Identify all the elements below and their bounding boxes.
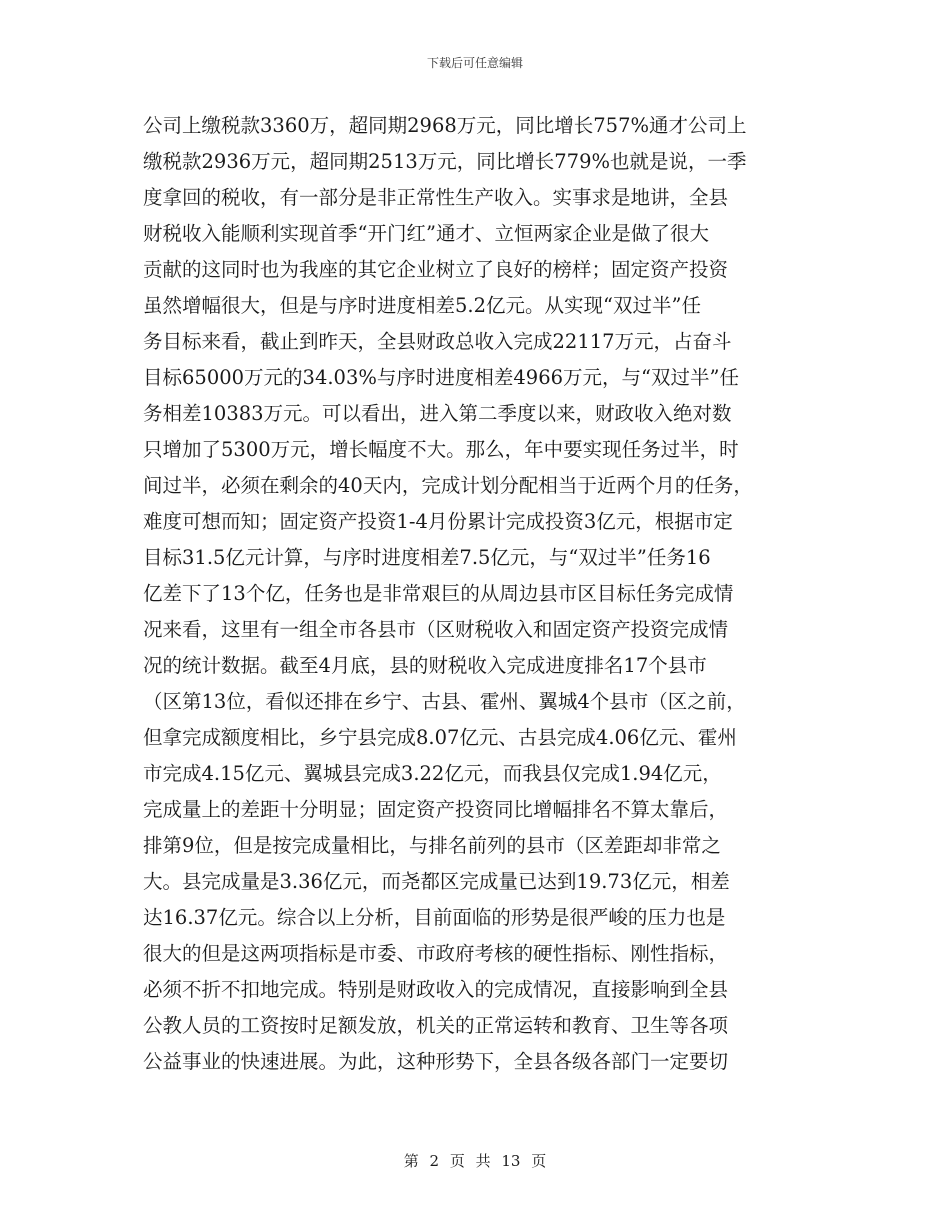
text-line: 只增加了5300万元，增长幅度不大。那么，年中要实现任务过半，时 <box>143 438 739 461</box>
text-line: 务相差10383万元。可以看出，进入第二季度以来，财政收入绝对数 <box>143 402 732 425</box>
text-line: 公教人员的工资按时足额发放，机关的正常运转和教育、卫生等各项 <box>143 1014 729 1037</box>
text-line: 亿差下了13个亿，任务也是非常艰巨的从周边县市区目标任务完成情 <box>143 582 734 605</box>
text-line: 市完成4.15亿元、翼城县完成3.22亿元，而我县仅完成1.94亿元， <box>143 762 722 785</box>
text-line: 排第9位，但是按完成量相比，与排名前列的县市（区差距却非常之 <box>143 834 721 857</box>
text-line: 目标31.5亿元计算，与序时进度相差7.5亿元，与“双过半”任务16 <box>143 546 711 569</box>
text-line: 财税收入能顺利实现首季“开门红”通才、立恒两家企业是做了很大 <box>143 222 709 245</box>
text-line: 公益事业的快速进展。为此，这种形势下，全县各级各部门一定要切 <box>143 1050 729 1073</box>
text-line: 但拿完成额度相比，乡宁县完成8.07亿元、古县完成4.06亿元、霍州 <box>143 726 737 749</box>
text-line: 间过半，必须在剩余的40天内，完成计划分配相当于近两个月的任务， <box>143 474 753 497</box>
text-line: 缴税款2936万元，超同期2513万元，同比增长779%也就是说，一季 <box>143 150 747 173</box>
text-line: 虽然增幅很大，但是与序时进度相差5.2亿元。从实现“双过半”任 <box>143 294 701 317</box>
text-line: 达16.37亿元。综合以上分析，目前面临的形势是很严峻的压力也是 <box>143 906 726 929</box>
page-header-note: 下载后可任意编辑 <box>426 56 523 70</box>
text-line: 目标65000万元的34.03%与序时进度相差4966万元，与“双过半”任 <box>143 366 739 389</box>
text-line: 大。县完成量是3.36亿元，而尧都区完成量已达到19.73亿元，相差 <box>143 870 730 893</box>
text-line: （区第13位，看似还排在乡宁、古县、霍州、翼城4个县市（区之前， <box>143 690 746 713</box>
text-line: 完成量上的差距十分明显；固定资产投资同比增幅排名不算太靠后， <box>143 798 729 821</box>
text-line: 很大的但是这两项指标是市委、市政府考核的硬性指标、刚性指标， <box>143 942 729 965</box>
text-line: 务目标来看，截止到昨天，全县财政总收入完成22117万元，占奋斗 <box>143 330 732 353</box>
text-line: 况的统计数据。截至4月底，县的财税收入完成进度排名17个县市 <box>143 654 707 677</box>
text-line: 度拿回的税收，有一部分是非正常性生产收入。实事求是地讲，全县 <box>143 186 729 209</box>
page-number-footer: 第 2 页 共 13 页 <box>403 1152 547 1170</box>
text-line: 公司上缴税款3360万，超同期2968万元，同比增长757%通才公司上 <box>143 114 747 137</box>
text-line: 必须不折不扣地完成。特别是财政收入的完成情况，直接影响到全县 <box>143 978 729 1001</box>
text-line: 贡献的这同时也为我座的其它企业树立了良好的榜样；固定资产投资 <box>143 258 729 281</box>
body-text <box>143 108 823 1080</box>
text-line: 况来看，这里有一组全市各县市（区财税收入和固定资产投资完成情 <box>143 618 729 641</box>
text-line: 难度可想而知；固定资产投资1-4月份累计完成投资3亿元，根据市定 <box>143 510 733 533</box>
